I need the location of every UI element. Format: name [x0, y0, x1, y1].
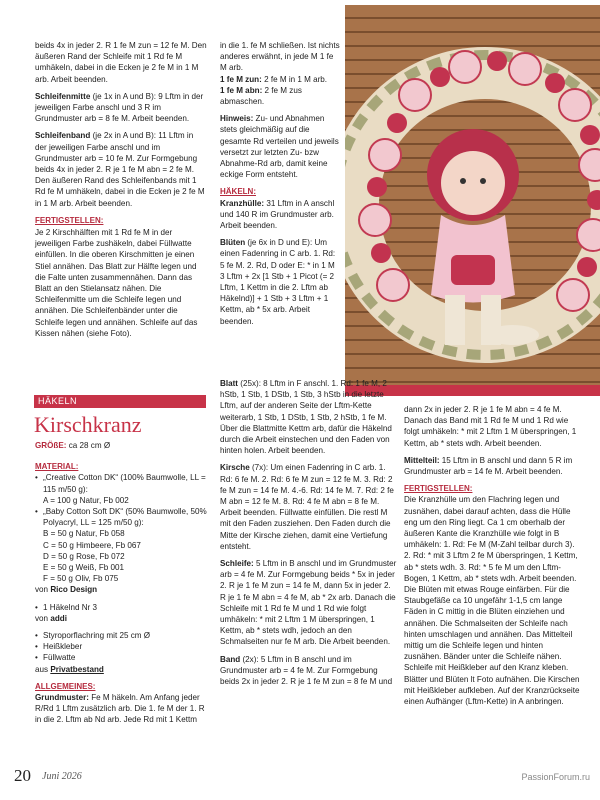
wreath-photo	[345, 5, 600, 385]
band-text: (2x): 5 Lftm in B anschl und im Grundmuster arb = 4 fe M. Zur Formgebung beids 2x in jeder 2. R je 1 fe M zun = 8 fe M und	[220, 654, 393, 687]
pattern-title: Kirschkranz	[34, 412, 142, 437]
column-1	[35, 40, 207, 345]
material-vendor-3	[35, 664, 207, 675]
extras-item: • Füllwatte	[35, 652, 207, 663]
band-paragraph	[220, 654, 398, 688]
fe-abn-heading: 1 fe M abn:	[220, 85, 263, 95]
kirsche-text: (7x): Um einen Fadenring in C arb. 1. Rd: 6 fe M. 2. Rd: 6 fe M zun = 12 fe M. 3. Rd: 2 fe M zun = 14 fe M. 4.-6. Rd: 14 fe M. 7. Rd: 2 fe M abn = 12 fe M. 8. Rd: 4 fe M abn = 8 fe M. Arbeit beenden. Füllwatte einfüllen. Die restl M mit den Faden zusziehen. Den Faden durch die Mitte der Kirsche ziehen, damit eine Vertiefung entsteht.	[220, 463, 394, 551]
blatt-text: (25x): 8 Lftm in F anschl. 1. Rd: 1 fe M, 2 hStb, 1 Stb, 1 DStb, 1 Stb, 3 hStb in die letzte Lftm, auf der anderen Seite der Lftm-Kette weiterarb, 1 Stb, 1 DStb, 1 Stb, 2 hStb, 1 fe M. Über die Blattmitte Kettm arb, dafür die Häkelnd durch die Arbeit einstechen und den Faden von hinten holen. Arbeit beenden.	[220, 379, 392, 456]
band-heading: Band	[220, 654, 241, 664]
blatt-heading: Blatt	[220, 379, 238, 388]
blueten-heading: Blüten	[220, 238, 246, 248]
col1-paragraph-1: beids 4x in jeder 2. R 1 fe M zun = 12 fe M. Den äußeren Rand der Schleife mit 1 Rd fe M umhäkeln, dabei in die Ecken je 2 fe M in 1 M arb. Arbeit beenden.	[35, 41, 207, 84]
material-item: B = 50 g Natur, Fb 058	[43, 529, 125, 539]
kirsche-heading: Kirsche	[220, 463, 250, 473]
material-vendor-1	[35, 584, 207, 595]
fertigstellen-heading: FERTIGSTELLEN:	[35, 215, 104, 225]
material-item: • „Creative Cotton DK“ (100% Baumwolle, LL = 115 m/50 g):	[35, 472, 207, 494]
schleifenband-heading: Schleifenband	[35, 131, 91, 141]
kranzhuelle-heading: Kranzhülle:	[220, 198, 265, 208]
schleife-text: 5 Lftm in B anschl und im Grundmuster arb = 4 fe M. Zur Formgebung beids * 5x in jeder 2. R je 1 fe M zun = 14 fe M, dann 5x in jeder 2. R je 1 fe M abn = 4 fe M, ab * 2x arb. Danach die Schleife mit 1 Rd fe M und 1 Rd wie folgt umhäkeln: * mit 2 Lftm 1 M überspringen, 1 Kettm, ab * stets wdh, jedoch an den Schmalseiten nur fe M arb. Die Arbeit beenden.	[220, 559, 397, 647]
extras-item: • Heißkleber	[35, 641, 207, 652]
hinweis-paragraph	[220, 113, 340, 180]
fertigstellen-text: Je 2 Kirschhälften mit 1 Rd fe M in der jeweiligen Farbe zushäkeln, dabei Füllwatte einfüllen. In die oberen Kirschmitten je einen Stiel annähen. Das Blatt zur Hälfte legen und die Falte unten zusammennähen. Dann das Blatt an den Stielansatz nähen. Die Schleifenmitte um die Schleife legen und annähen. Die Schleifenbänder unter die Schleife legen und annähen. Schleife auf das Kissen nähen (siehe Foto).	[35, 228, 198, 338]
allgemeines-heading: ALLGEMEINES:	[35, 681, 96, 691]
column-2	[220, 40, 340, 333]
schleifenmitte-heading: Schleifenmitte	[35, 91, 91, 101]
von-label: von	[35, 585, 51, 595]
tool-list	[35, 602, 207, 613]
schleifenband-text: (je 2x in A und B): 11 Lftm in der jeweiligen Farbe anschl und im Grundmuster arb = 10 fe M. Zur Formgebung beids 4x in jeder 2. R je 1 fe M abn = 2 fe M. Den äußeren Rand des Schleifenbands mit 1 Rd fe M umhäkeln, dabei in die Ecken je 2 fe M in 1 M arb. Arbeit beenden.	[35, 131, 205, 208]
schleifenmitte-text: (je 1x in A und B): 9 Lftm in der jeweiligen Farbe anschl und 3 R im Grundmuster arb = 8 fe M. Arbeit beenden.	[35, 91, 204, 124]
fertigstellen-text-2: Die Kranzhülle um den Flachring legen und zusnähen, dabei darauf achten, dass die Hülle eng um den Ring liegt. Ca 1 cm oberhalb der äußeren Kante die Kranzhülle wie folgt in B umhäkeln: 1. Rd: Fe M (M-Zahl teilbar durch 3). 2. Rd: * mit 3 Lftm 2 fe M überspringen, 1 Kettm, ab * stets wdh. 3. Rd: * 5 fe M um den Lftm-Bogen, 1 Kettm, ab * stets wdh. Arbeit beenden. Die Blüten mit etwas Rouge einfärben. Für die Staubgefäße ca 10 ungefähr 1-1,5 cm lange Fäden in C mittig in die Blüten einziehen und annähen. Die Schmalseiten der Schleife nach hinten umschlagen und annähen. Das Mittelteil mittig um die Schleife legen und hinten zusnähen. Bänder unter die Schleife nähen. Schleife mit Heißkleber auf den Kranz kleben. Blätter und Blüten lt Foto aufnähen. Die Kirschen mit Heißkleber aufkleben. Auf der Kranzrückseite einen Aufhänger (Lftm-Kette) in A anbringen.	[404, 495, 580, 707]
grundmuster-paragraph	[35, 692, 207, 726]
schleife-paragraph	[220, 558, 398, 648]
hinweis-text: Zu- und Abnahmen stets gleichmäßig auf die gesamte Rd verteilen und jeweils versetzt zur letzten Zu- bzw Abnahme-Rd arb, damit keine eckige Form entsteht.	[220, 114, 339, 180]
grundmuster-text: Fe M häkeln. Am Anfang jeder R/Rd 1 Lftm zusätzlich arb. Die 1. fe M der 1. R in die 2. Lftm ab Nd arb. Jede Rd mit 1 Kettm	[35, 693, 205, 725]
material-vendor-2	[35, 613, 207, 624]
material-item: • „Baby Cotton Soft DK“ (50% Baumwolle, 50% Polyacryl, LL = 125 m/50 g):	[35, 506, 207, 528]
blueten-text: (je 6x in D und E): Um einen Fadenring in C arb. 1. Rd: 5 fe M. 2. Rd, D oder E: * in 1 M 3 Lftm + 2x [1 Stb + 1 Picot (= 2 Lftm, 1 Kettm in die 2. Lftm ab Häkelnd)] + 1 Stb + 3 Lftm + 1 Kettm, ab * 5x arb. Arbeit beenden.	[220, 238, 336, 326]
blueten-paragraph	[220, 237, 340, 327]
schleifenmitte-paragraph	[35, 91, 207, 125]
column-1-lower	[35, 440, 207, 732]
grundmuster-heading: Grundmuster:	[35, 693, 89, 703]
kranzhuelle-paragraph	[220, 198, 340, 232]
schleifenband-paragraph	[35, 130, 207, 208]
fe-abn-line	[220, 85, 340, 107]
material-item: A = 100 g Natur, Fb 002	[43, 495, 129, 505]
col2-paragraph-1: in die 1. fe M schließen. Ist nichts anderes erwähnt, in jede M 1 fe M arb.	[220, 41, 340, 73]
brand-addi: addi	[50, 613, 67, 623]
kranzhuelle-text: 31 Lftm in A anschl und 140 R im Grundmuster arb. Arbeit beenden.	[220, 198, 335, 231]
groesse-value: ca 28 cm Ø	[66, 441, 111, 450]
schleife-heading: Schleife:	[220, 559, 254, 569]
material-item: F = 50 g Oliv, Fb 075	[43, 574, 119, 584]
material-item: E = 50 g Weiß, Fb 001	[43, 563, 125, 573]
mittelteil-paragraph	[404, 455, 582, 477]
column-3	[404, 404, 582, 713]
column-2-lower	[220, 378, 398, 693]
wreath-illustration	[345, 5, 600, 385]
material-list	[35, 472, 207, 584]
extras-list	[35, 630, 207, 664]
brand-privat: Privatbestand	[50, 664, 104, 674]
fe-zun-heading: 1 fe M zun:	[220, 74, 262, 84]
ribbon-label: HÄKELN	[38, 396, 78, 406]
material-item: C = 50 g Himbeere, Fb 067	[43, 540, 141, 550]
von-label: von	[35, 613, 51, 623]
tool-item: • 1 Häkelnd Nr 3	[35, 602, 207, 613]
groesse-line	[35, 440, 207, 451]
section-ribbon	[34, 395, 206, 408]
col3-paragraph-1: dann 2x in jeder 2. R je 1 fe M abn = 4 fe M. Danach das Band mit 1 Rd fe M und 1 Rd wie folgt umhäkeln: * mit 2 Lftm 1 M überspringen, 1 Kettm, ab * stets wdh. Arbeit beenden.	[404, 405, 577, 448]
extras-item: • Styroporflachring mit 25 cm Ø	[35, 630, 207, 641]
fe-zun-text: 2 fe M in 1 M arb.	[261, 74, 328, 84]
page-number: 20	[14, 766, 31, 785]
material-item: D = 50 g Rose, Fb 072	[43, 551, 125, 561]
fe-abn-text: 2 fe M zus abmaschen.	[220, 85, 302, 107]
groesse-label: GRÖßE:	[35, 441, 67, 450]
watermark: PassionForum.ru	[521, 772, 590, 782]
material-heading: MATERIAL:	[35, 462, 79, 472]
fertigstellen-heading-2: FERTIGSTELLEN:	[404, 484, 473, 494]
mittelteil-heading: Mittelteil:	[404, 455, 440, 465]
kirsche-paragraph	[220, 462, 398, 552]
blatt-paragraph	[220, 378, 398, 456]
issue-date: Juni 2026	[42, 771, 82, 782]
hinweis-heading: Hinweis:	[220, 114, 254, 124]
aus-label: aus	[35, 664, 51, 674]
fe-zun-line	[220, 74, 340, 85]
brand-rico: Rico Design	[50, 585, 98, 595]
mittelteil-text: 15 Lftm in B anschl und dann 5 R im Grundmuster arb = 14 fe M. Arbeit beenden.	[404, 455, 573, 477]
haekeln-heading: HÄKELN:	[220, 187, 256, 197]
